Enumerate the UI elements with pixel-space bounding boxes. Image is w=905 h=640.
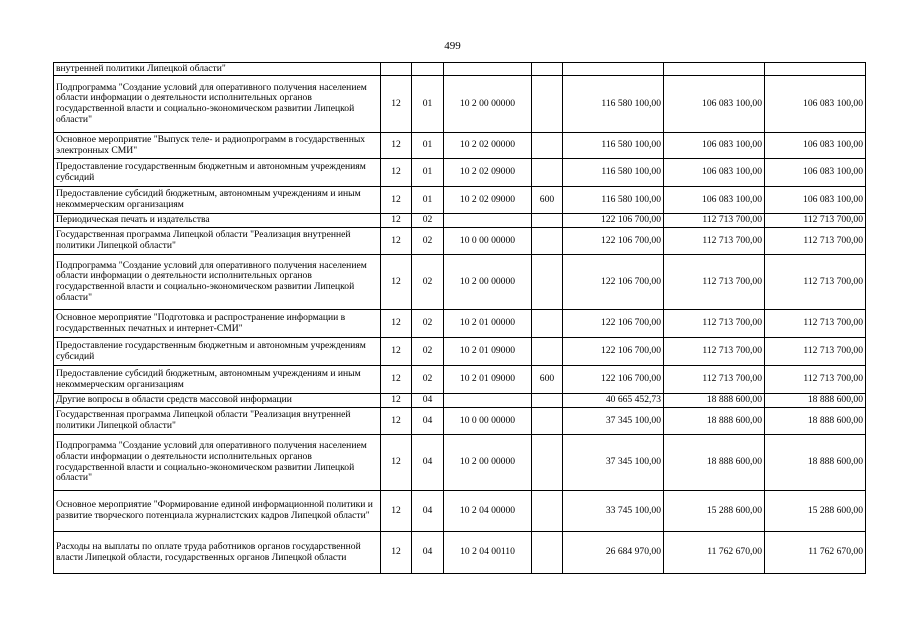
sum-year1-cell xyxy=(563,63,664,76)
gr-code-cell: 12 xyxy=(381,394,412,408)
sum-year2-cell: 112 713 700,00 xyxy=(664,255,765,310)
row-name-cell: Подпрограмма "Создание условий для оперативного получения населением области информации о деятельности исполнительных органов государственной власти и социально-экономическом развитии Липецкой области" xyxy=(54,435,381,491)
sum-year1-cell: 116 580 100,00 xyxy=(563,159,664,187)
target-article-cell: 10 2 01 09000 xyxy=(444,338,532,366)
expense-type-cell: 600 xyxy=(532,187,563,214)
sum-year3-cell: 18 888 600,00 xyxy=(765,394,866,408)
table-row xyxy=(54,366,866,394)
section-code-cell: 02 xyxy=(412,338,444,366)
section-code-cell xyxy=(412,63,444,76)
expense-type-cell xyxy=(532,133,563,159)
target-article-cell: 10 2 04 00110 xyxy=(444,532,532,574)
expense-type-cell xyxy=(532,310,563,338)
gr-code-cell: 12 xyxy=(381,214,412,228)
target-article-cell: 10 2 00 00000 xyxy=(444,76,532,133)
expense-type-cell xyxy=(532,532,563,574)
gr-code-cell: 12 xyxy=(381,338,412,366)
sum-year1-cell: 40 665 452,73 xyxy=(563,394,664,408)
target-article-cell xyxy=(444,214,532,228)
gr-code-cell: 12 xyxy=(381,133,412,159)
sum-year1-cell: 122 106 700,00 xyxy=(563,255,664,310)
row-name-cell: Другие вопросы в области средств массовой информации xyxy=(54,394,381,408)
section-code-cell: 04 xyxy=(412,408,444,435)
sum-year3-cell: 112 713 700,00 xyxy=(765,338,866,366)
gr-code-cell: 12 xyxy=(381,76,412,133)
sum-year3-cell: 112 713 700,00 xyxy=(765,255,866,310)
sum-year3-cell xyxy=(765,63,866,76)
sum-year2-cell: 112 713 700,00 xyxy=(664,214,765,228)
gr-code-cell: 12 xyxy=(381,228,412,255)
expense-type-cell xyxy=(532,394,563,408)
table-row xyxy=(54,159,866,187)
sum-year1-cell: 122 106 700,00 xyxy=(563,366,664,394)
sum-year3-cell: 15 288 600,00 xyxy=(765,491,866,532)
sum-year2-cell: 112 713 700,00 xyxy=(664,366,765,394)
section-code-cell: 02 xyxy=(412,310,444,338)
gr-code-cell: 12 xyxy=(381,408,412,435)
table-row xyxy=(54,76,866,133)
sum-year2-cell: 106 083 100,00 xyxy=(664,159,765,187)
section-code-cell: 01 xyxy=(412,159,444,187)
gr-code-cell: 12 xyxy=(381,310,412,338)
table-row xyxy=(54,310,866,338)
target-article-cell: 10 2 01 00000 xyxy=(444,310,532,338)
sum-year2-cell: 106 083 100,00 xyxy=(664,187,765,214)
gr-code-cell xyxy=(381,63,412,76)
table-row xyxy=(54,255,866,310)
gr-code-cell: 12 xyxy=(381,366,412,394)
section-code-cell: 04 xyxy=(412,532,444,574)
expense-type-cell xyxy=(532,63,563,76)
sum-year2-cell: 11 762 670,00 xyxy=(664,532,765,574)
section-code-cell: 04 xyxy=(412,394,444,408)
row-name-cell: Периодическая печать и издательства xyxy=(54,214,381,228)
target-article-cell: 10 2 02 00000 xyxy=(444,133,532,159)
sum-year3-cell: 18 888 600,00 xyxy=(765,408,866,435)
target-article-cell: 10 0 00 00000 xyxy=(444,228,532,255)
target-article-cell: 10 2 04 00000 xyxy=(444,491,532,532)
row-name-cell: Государственная программа Липецкой области "Реализация внутренней политики Липецкой области" xyxy=(54,228,381,255)
expense-type-cell xyxy=(532,408,563,435)
expense-type-cell xyxy=(532,76,563,133)
expense-type-cell xyxy=(532,435,563,491)
table-row xyxy=(54,408,866,435)
gr-code-cell: 12 xyxy=(381,187,412,214)
sum-year2-cell: 18 888 600,00 xyxy=(664,394,765,408)
section-code-cell: 01 xyxy=(412,76,444,133)
sum-year3-cell: 112 713 700,00 xyxy=(765,228,866,255)
row-name-cell: Подпрограмма "Создание условий для оперативного получения населением области информации о деятельности исполнительных органов государственной власти и социально-экономическом развитии Липецкой области" xyxy=(54,255,381,310)
sum-year3-cell: 106 083 100,00 xyxy=(765,187,866,214)
section-code-cell: 04 xyxy=(412,491,444,532)
table-row xyxy=(54,532,866,574)
target-article-cell: 10 2 02 09000 xyxy=(444,187,532,214)
sum-year3-cell: 18 888 600,00 xyxy=(765,435,866,491)
sum-year3-cell: 106 083 100,00 xyxy=(765,133,866,159)
row-name-cell: Основное мероприятие "Подготовка и распространение информации в государственных печатных и интернет-СМИ" xyxy=(54,310,381,338)
row-name-cell: Предоставление субсидий бюджетным, автономным учреждениям и иным некоммерческим организациям xyxy=(54,366,381,394)
row-name-cell: Подпрограмма "Создание условий для оперативного получения населением области информации о деятельности исполнительных органов государственной власти и социально-экономическом развитии Липецкой области" xyxy=(54,76,381,133)
target-article-cell: 10 2 00 00000 xyxy=(444,255,532,310)
section-code-cell: 02 xyxy=(412,214,444,228)
sum-year2-cell: 112 713 700,00 xyxy=(664,310,765,338)
sum-year2-cell xyxy=(664,63,765,76)
gr-code-cell: 12 xyxy=(381,491,412,532)
section-code-cell: 02 xyxy=(412,228,444,255)
section-code-cell: 04 xyxy=(412,435,444,491)
table-row xyxy=(54,214,866,228)
sum-year1-cell: 122 106 700,00 xyxy=(563,214,664,228)
row-name-cell: Предоставление субсидий бюджетным, автономным учреждениям и иным некоммерческим организациям xyxy=(54,187,381,214)
row-name-cell: Предоставление государственным бюджетным и автономным учреждениям субсидий xyxy=(54,159,381,187)
sum-year2-cell: 15 288 600,00 xyxy=(664,491,765,532)
expense-type-cell xyxy=(532,491,563,532)
target-article-cell: 10 2 00 00000 xyxy=(444,435,532,491)
budget-table xyxy=(53,62,866,574)
row-name-cell: Предоставление государственным бюджетным и автономным учреждениям субсидий xyxy=(54,338,381,366)
sum-year2-cell: 18 888 600,00 xyxy=(664,435,765,491)
table-row xyxy=(54,133,866,159)
sum-year3-cell: 112 713 700,00 xyxy=(765,310,866,338)
sum-year3-cell: 112 713 700,00 xyxy=(765,366,866,394)
table-row xyxy=(54,338,866,366)
target-article-cell: 10 2 01 09000 xyxy=(444,366,532,394)
gr-code-cell: 12 xyxy=(381,435,412,491)
target-article-cell: 10 0 00 00000 xyxy=(444,408,532,435)
sum-year1-cell: 122 106 700,00 xyxy=(563,310,664,338)
table-body xyxy=(54,63,866,574)
table-row xyxy=(54,187,866,214)
row-name-cell: внутренней политики Липецкой области" xyxy=(54,63,381,76)
sum-year2-cell: 106 083 100,00 xyxy=(664,133,765,159)
page-number: 499 xyxy=(444,40,461,52)
row-name-cell: Основное мероприятие "Выпуск теле- и радиопрограмм в государственных электронных СМИ" xyxy=(54,133,381,159)
table-row xyxy=(54,435,866,491)
target-article-cell xyxy=(444,394,532,408)
sum-year2-cell: 18 888 600,00 xyxy=(664,408,765,435)
target-article-cell: 10 2 02 09000 xyxy=(444,159,532,187)
expense-type-cell xyxy=(532,255,563,310)
section-code-cell: 02 xyxy=(412,366,444,394)
expense-type-cell: 600 xyxy=(532,366,563,394)
target-article-cell xyxy=(444,63,532,76)
expense-type-cell xyxy=(532,228,563,255)
gr-code-cell: 12 xyxy=(381,159,412,187)
sum-year2-cell: 112 713 700,00 xyxy=(664,338,765,366)
sum-year1-cell: 116 580 100,00 xyxy=(563,133,664,159)
sum-year1-cell: 37 345 100,00 xyxy=(563,435,664,491)
sum-year1-cell: 122 106 700,00 xyxy=(563,338,664,366)
sum-year1-cell: 33 745 100,00 xyxy=(563,491,664,532)
expense-type-cell xyxy=(532,214,563,228)
sum-year1-cell: 116 580 100,00 xyxy=(563,187,664,214)
sum-year3-cell: 11 762 670,00 xyxy=(765,532,866,574)
row-name-cell: Государственная программа Липецкой области "Реализация внутренней политики Липецкой области" xyxy=(54,408,381,435)
table-row xyxy=(54,63,866,76)
row-name-cell: Основное мероприятие "Формирование единой информационной политики и развитие творческого потенциала журналистских кадров Липецкой области" xyxy=(54,491,381,532)
sum-year3-cell: 106 083 100,00 xyxy=(765,76,866,133)
section-code-cell: 01 xyxy=(412,133,444,159)
gr-code-cell: 12 xyxy=(381,532,412,574)
table-row xyxy=(54,394,866,408)
table-row xyxy=(54,491,866,532)
section-code-cell: 01 xyxy=(412,187,444,214)
expense-type-cell xyxy=(532,159,563,187)
section-code-cell: 02 xyxy=(412,255,444,310)
sum-year3-cell: 106 083 100,00 xyxy=(765,159,866,187)
sum-year2-cell: 106 083 100,00 xyxy=(664,76,765,133)
sum-year1-cell: 37 345 100,00 xyxy=(563,408,664,435)
row-name-cell: Расходы на выплаты по оплате труда работников органов государственной власти Липецкой области, государственных органов Липецкой области xyxy=(54,532,381,574)
sum-year3-cell: 112 713 700,00 xyxy=(765,214,866,228)
sum-year2-cell: 112 713 700,00 xyxy=(664,228,765,255)
expense-type-cell xyxy=(532,338,563,366)
sum-year1-cell: 116 580 100,00 xyxy=(563,76,664,133)
gr-code-cell: 12 xyxy=(381,255,412,310)
sum-year1-cell: 122 106 700,00 xyxy=(563,228,664,255)
table-row xyxy=(54,228,866,255)
sum-year1-cell: 26 684 970,00 xyxy=(563,532,664,574)
